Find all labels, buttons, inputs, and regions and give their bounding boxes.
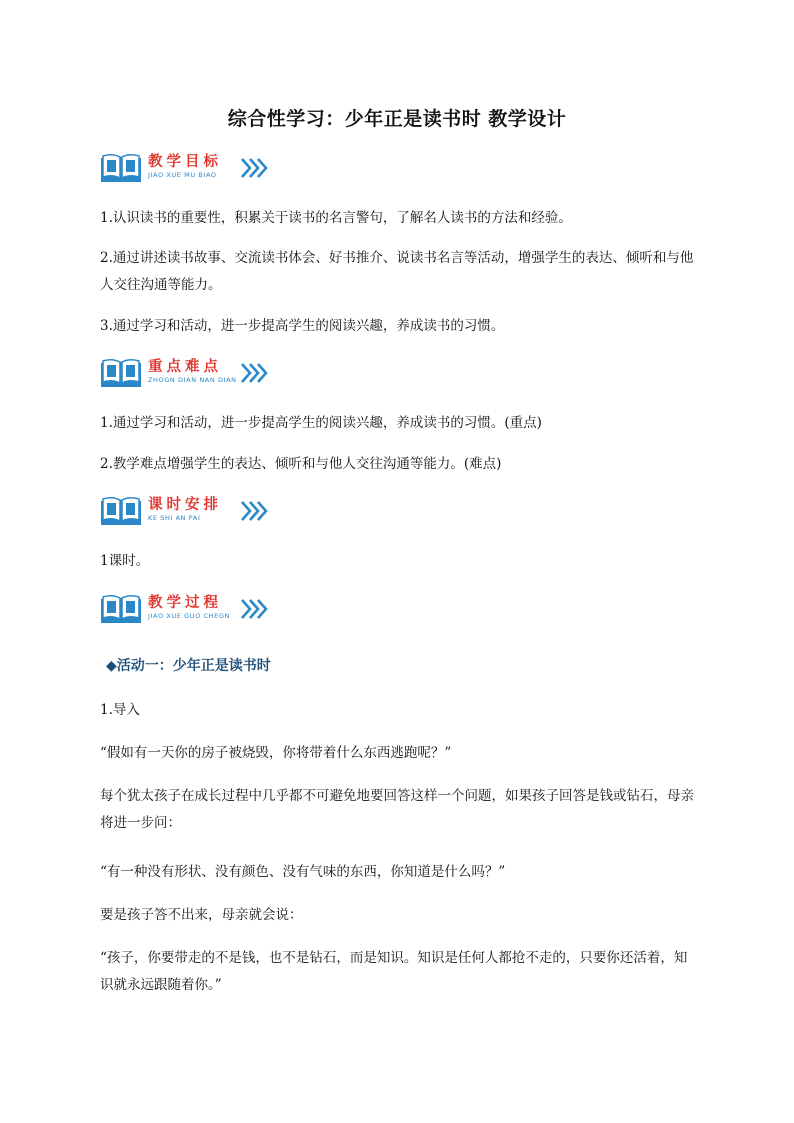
- triple-chevron-right-icon: [240, 500, 268, 522]
- triple-chevron-right-icon: [240, 157, 268, 179]
- paragraph: 2.通过讲述读书故事、交流读书体会、好书推介、说读书名言等活动，增强学生的表达、倾听和与他人交往沟通等能力。: [100, 250, 694, 293]
- paragraph: 1.认识读书的重要性，积累关于读书的名言警句，了解名人读书的方法和经验。: [100, 210, 572, 226]
- open-book-icon: [100, 594, 142, 624]
- open-book-icon: [100, 358, 142, 388]
- section-pinyin: KE SHI AN PAI: [148, 514, 201, 522]
- paragraph: 1.通过学习和活动，进一步提高学生的阅读兴趣，养成读书的习惯。(重点): [100, 415, 542, 431]
- paragraph: “有一种没有形状、没有颜色、没有气味的东西，你知道是什么吗？”: [100, 864, 506, 880]
- document-title: 综合性学习：少年正是读书时 教学设计: [227, 108, 567, 130]
- section-title: 教学目标: [148, 154, 222, 170]
- activity-heading: ◆活动一：少年正是读书时: [106, 658, 271, 674]
- paragraph: 1课时。: [100, 553, 150, 569]
- open-book-icon: [100, 153, 142, 183]
- section-title: 重点难点: [148, 359, 222, 375]
- section-pinyin: JIAO XUE MU BIAO: [148, 171, 217, 179]
- triple-chevron-right-icon: [240, 598, 268, 620]
- triple-chevron-right-icon: [240, 362, 268, 384]
- paragraph: 每个犹太孩子在成长过程中几乎都不可避免地要回答这样一个问题，如果孩子回答是钱或钻石，母亲将进一步问：: [100, 788, 694, 831]
- section-title: 课时安排: [148, 497, 222, 513]
- open-book-icon: [100, 496, 142, 526]
- paragraph: 1.导入: [100, 702, 140, 718]
- paragraph: 2.教学难点增强学生的表达、倾听和与他人交往沟通等能力。(难点): [100, 456, 502, 472]
- paragraph: 3.通过学习和活动，进一步提高学生的阅读兴趣，养成读书的习惯。: [100, 318, 505, 334]
- paragraph: “假如有一天你的房子被烧毁，你将带着什么东西逃跑呢？”: [100, 745, 452, 761]
- paragraph: 要是孩子答不出来，母亲就会说：: [100, 907, 303, 923]
- section-title: 教学过程: [148, 595, 222, 611]
- section-pinyin: JIAO XUE GUO CHEGN: [148, 612, 230, 620]
- section-pinyin: ZHOGN DIAN NAN DIAN: [148, 376, 237, 384]
- paragraph: “孩子，你要带走的不是钱，也不是钻石，而是知识。知识是任何人都抢不走的，只要你还活着，知识就永远跟随着你。”: [100, 950, 688, 993]
